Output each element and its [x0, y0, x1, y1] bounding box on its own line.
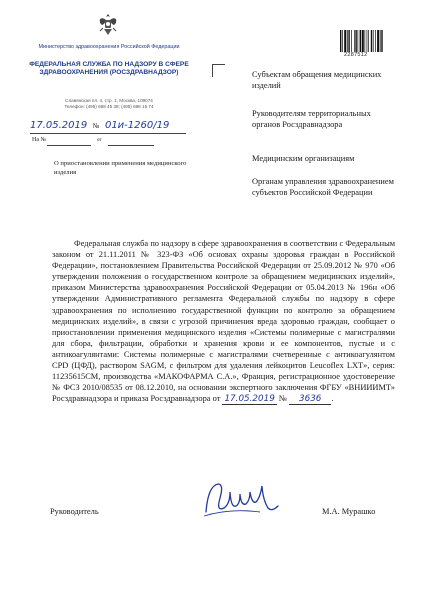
service-name: ФЕДЕРАЛЬНАЯ СЛУЖБА ПО НАДЗОРУ В СФЕРЕ ЗДРАВООХРАНЕНИЯ (РОСЗДРАВНАДЗОР)	[29, 61, 189, 77]
registration-number: 01и-1260/19	[104, 120, 170, 131]
registration-underline	[30, 133, 186, 134]
addressee-2: Руководителям территориальных органов Росздравнадзора	[252, 109, 371, 129]
body-end: .	[331, 394, 334, 404]
signatory-position: Руководитель	[50, 507, 99, 516]
barcode-number: 2287512	[344, 52, 368, 58]
reference-from-label: от	[97, 138, 102, 143]
letter-body	[52, 238, 395, 406]
order-date: 17.05.2019	[224, 394, 275, 405]
letter-subject: О приостановлении применения медицинского изделия	[54, 160, 187, 176]
ministry-name: Министерство здравоохранения Российской Федерации	[38, 44, 180, 50]
order-number: 3636	[289, 394, 331, 405]
body-paragraph: Федеральная служба по надзору в сфере здравоохранения в соответствии с Федеральным законом от 21.11.2011 № 323-ФЗ «Об основах охраны здоровья граждан в Российской Федерации», постановлением Правительства Российской Федерации от 25.09.2012 № 970 «Об утверждении положения о государственном контроле за обращением медицинских изделий», приказом Министерства здравоохранения Российской Федерации от 05.04.2013 № 196н «Об утверждении Административного регламента Федеральной службы по надзору в сфере здравоохранения по исполнению государственной функции по контролю за обращением медицинских изделий», в связи с угрозой причинения вреда здоровью граждан, сообщает о приостановлении применения медицинского изделия «Системы полимерные с магистралями для сбора, фильтрации, обработки и хранения крови и ее компонентов, пустые и с антикоагулянтами: Системы полимерные с магистралями счетверенные с антикоагулянтом CPD (ЦФД), раствором SAGM, с фильтром для удаления лейкоцитов Leucoflex LXT», серия: 11235615CM, производства «МАКОФАРМА С.А.», Франция, регистрационное удостоверение № ФСЗ 2010/08535 от 08.12.2010, на основании экспертного заключения ФГБУ «ВНИИИМТ» Росздравнадзора и приказа Росздравнадзора от	[52, 239, 395, 404]
addressee-3: Медицинским организациям	[252, 154, 355, 163]
state-emblem-icon	[96, 11, 120, 39]
handwritten-signature-icon	[200, 478, 280, 522]
addressee-1: Субъектам обращения медицинских изделий	[252, 70, 382, 90]
service-address: Славянская пл. 4, стр. 1, Москва, 109074 Телефон: (495) 698 45 38; (495) 698 15 74	[64, 98, 154, 109]
addressee-4: Органам управления здравоохранением субъектов Российской Федерации	[252, 177, 394, 197]
registration-line	[30, 120, 169, 131]
signatory-name: М.А. Мурашко	[322, 507, 376, 516]
reference-label: На №	[32, 137, 47, 143]
registration-number-sep: №	[92, 122, 100, 130]
reference-date-rule	[108, 145, 154, 146]
barcode-icon	[340, 30, 395, 52]
address-corner-mark	[212, 64, 225, 77]
order-number-sep: №	[278, 394, 287, 404]
reference-number-rule	[47, 145, 91, 146]
registration-date: 17.05.2019	[30, 120, 88, 131]
